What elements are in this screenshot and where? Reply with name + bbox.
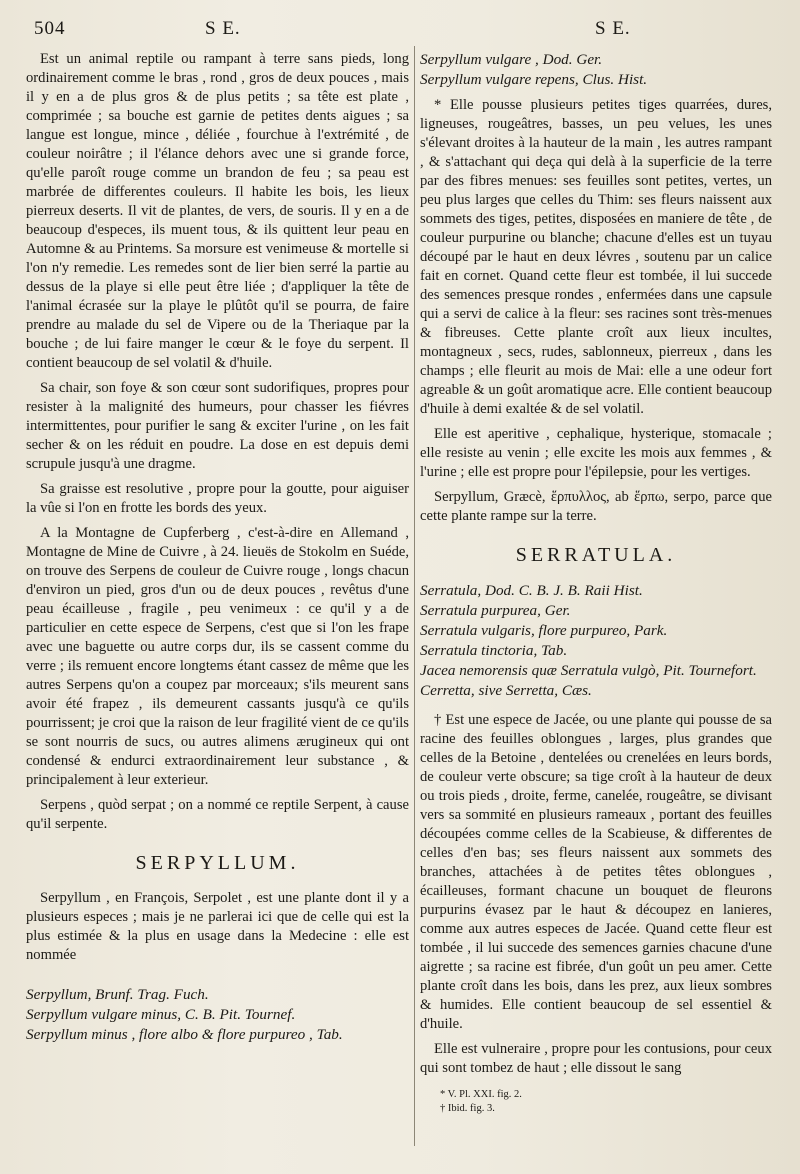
synonym-line: Serratula vulgaris, flore purpureo, Park. [420,622,668,639]
section-title-serpyllum: SERPYLLUM. [135,852,300,874]
serratula-virtues: Elle est vulneraire , propre pour les contusions, pour ceux qui sont tombez de haut ; elle dissout le sang [420,1041,772,1076]
synonym-line: Serratula tinctoria, Tab. [420,642,568,659]
column-divider [414,46,415,1146]
synonym-line: Serpyllum vulgare repens, Clus. Hist. [420,71,648,88]
serpent-fat-uses: Sa graisse est resolutive , propre pour la goutte, pour aiguiser la vûe si l'on en frotte les bords des yeux. [26,481,409,516]
synonym-line: Serratula, Dod. C. B. J. B. Raii Hist. [420,582,643,599]
cupferberg-serpents: A la Montagne de Cupferberg , c'est-à-dire en Allemand , Montagne de Mine de Cuivre , à 24. lieuës de Stokolm en Suéde, on trouve des Serpens de couleur de Cuivre rouge , longs chacun d'environ un pied, gros d'un ou de deux pouces , revêtus d'une peau écailleuse , fragile , peu venimeux : ce qu'il y a de particulier en cette espece de Serpens, c'est que si l'on les frape avec une baguette ou autre corps dur, ils se cassent comme du verre ; ils remuent encore longtems étant cassez de même que les autres Serpens qu'on a coupez par morceaux; s'ils meurent sans avoir été frapez , ils demeurent cassants jusqu'à ce qu'ils pourrissent; je croi que la raison de leur fragilité vient de ce qu'ils se sont nourris de sucs, ou autres alimens ærugineux qui ont condensé & endurci extraordinairement leur substance , & principalement à leur exterieur. [26,525,409,788]
synonym-line: Cerretta, sive Serretta, Cæs. [420,682,592,699]
serpyllum-description: * Elle pousse plusieurs petites tiges quarrées, dures, ligneuses, rougeâtres, basses, un peu velues, les unes s'élevant droites à la hauteur de la main , les autres rampant , & s'attachant qui deça qui delà à la superficie de la terre par des fibres menues: ses feuilles sont petites, vertes, un peu plus larges que celles du Thim: ses fleurs naissent aux sommets des tiges, petites, disposées en maniere de tête , de couleur purpurine ou blanche; chacune d'elles est un tuyau découpé par le haut en deux lévres , soutenu par un calice fait en cornet. Quand cette fleur est tombée, il lui succede des semences presque rondes , enfermées dans une capsule qui a servi de calice à la fleur: ses racines sont très-menues & fibreuses. Cette plante croît aux lieux incultes, montagneux , secs, rudes, sablonneux, pierreux , dans les champs ; elle fleurit au mois de Mai: elle a une odeur fort agreable & un goût aromatique acre. Elle contient beaucoup d'huile à demi exaltée & de sel volatil. [420,97,772,417]
section-title-serratula: SERRATULA. [515,544,677,566]
synonym-line: Serpyllum vulgare minus, C. B. Pit. Tournef. [26,1006,296,1023]
serpyllum-etymology: Serpyllum, Græcè, ἕρπυλλος, ab ἕρπω, serpo, parce que cette plante rampe sur la terre. [420,489,772,524]
serpyllum-intro: Serpyllum , en François, Serpolet , est une plante dont il y a plusieurs especes ; mais je ne parlerai ici que de celle qui est la plus estimée & la plus en usage dans la Medecine : elle est nommée [26,890,409,963]
running-head-left: S E. [205,18,241,39]
footnotes [440,1088,522,1116]
synonym-line: Serratula purpurea, Ger. [420,602,571,619]
synonym-line: Serpyllum, Brunf. Trag. Fuch. [26,986,209,1003]
serpyllum-virtues: Elle est aperitive , cephalique, hysterique, stomacale ; elle resiste au venin ; elle excite les mois aux femmes , & l'urine ; elle est propre pour l'épilepsie, pour les vertiges. [420,426,772,480]
left-column [26,50,409,1045]
serpent-flesh-uses: Sa chair, son foye & son cœur sont sudorifiques, propres pour resister à la malignité des humeurs, pour chasser les fiévres intermittentes, pour purifier le sang & exciter l'urine , on les fait secher & on les réduit en poudre. La dose en est depuis demi scrupule jusqu'à une dragme. [26,380,409,472]
footnote: * V. Pl. XXI. fig. 2. [440,1089,522,1100]
page-number: 504 [34,18,66,39]
serratula-description: † Est une espece de Jacée, ou une plante qui pousse de sa racine des feuilles oblongues , larges, plus grandes que celles de la Betoine , dentelées ou crenelées en leurs bords, de couleur verte obscure; sa tige croît à la hauteur de deux ou trois pieds , droite, ferme, canelée, rougeâtre, se divisant vers sa sommité en plusieurs rameaux , portant des feuilles découpées comme celles de la Scabieuse, & differentes de celles d'en bas; ses fleurs naissent aux sommets des branches, attachées à de petites têtes oblongues , écailleuses, formant chacune un bouquet de fleurons purpurins évasez par le haut & découpez en lanieres, comme aux autres especes de Jacée. Quand cette fleur est tombée , il lui succede des semences garnies chacune d'une aigrette ; sa racine est fibrée, d'un goût un peu amer. Cette plante croît dans les bois, dans les prez, aux lieux sombres & humides. Elle contient beaucoup de sel essentiel & d'huile. [420,712,772,1032]
serpent-description: Est un animal reptile ou rampant à terre sans pieds, long ordinairement comme le bras , rond , gros de deux pouces , mais il y en a de plus gros & de plus petits ; sa tête est plate , comprimée ; sa bouche est garnie de petites dents aigues ; sa langue est longue, mince , déliée , fourchue à l'extrémité , de couleur noirâtre ; il l'élance dehors avec une si grande force, qu'elle paroît rouge comme un brandon de feu ; sa peau est marbrée de differentes couleurs. Il habite les bois, les lieux pierreux deserts. Il vit de plantes, de vers, de souris. Il y en a de beaucoup d'especes, ils muent tous, & ils quittent leur peau en Automne & au Printems. Sa morsure est venimeuse & mortelle si l'on n'y remedie. Les remedes sont de lier bien serré la partie au dessus de la playe si elle peut être liée ; d'appliquer la tête de l'animal écrasée sur la playe le plûtôt qu'il se pourra, de faire prendre au malade du sel de Vipere ou de la Theriaque par la bouche ; de lui faire manger le cœur & le foye du serpent. Il contient beaucoup de sel volatil & d'huile. [26,51,409,371]
footnote: † Ibid. fig. 3. [440,1103,495,1114]
synonym-line: Serpyllum vulgare , Dod. Ger. [420,51,603,68]
running-head-right: S E. [595,18,631,39]
serpent-etymology: Serpens , quòd serpat ; on a nommé ce reptile Serpent, à cause qu'il serpente. [26,797,409,832]
right-column [420,50,772,1084]
synonym-line: Serpyllum minus , flore albo & flore purpureo , Tab. [26,1026,343,1043]
synonym-line: Jacea nemorensis quæ Serratula vulgò, Pit. Tournefort. [420,662,757,679]
